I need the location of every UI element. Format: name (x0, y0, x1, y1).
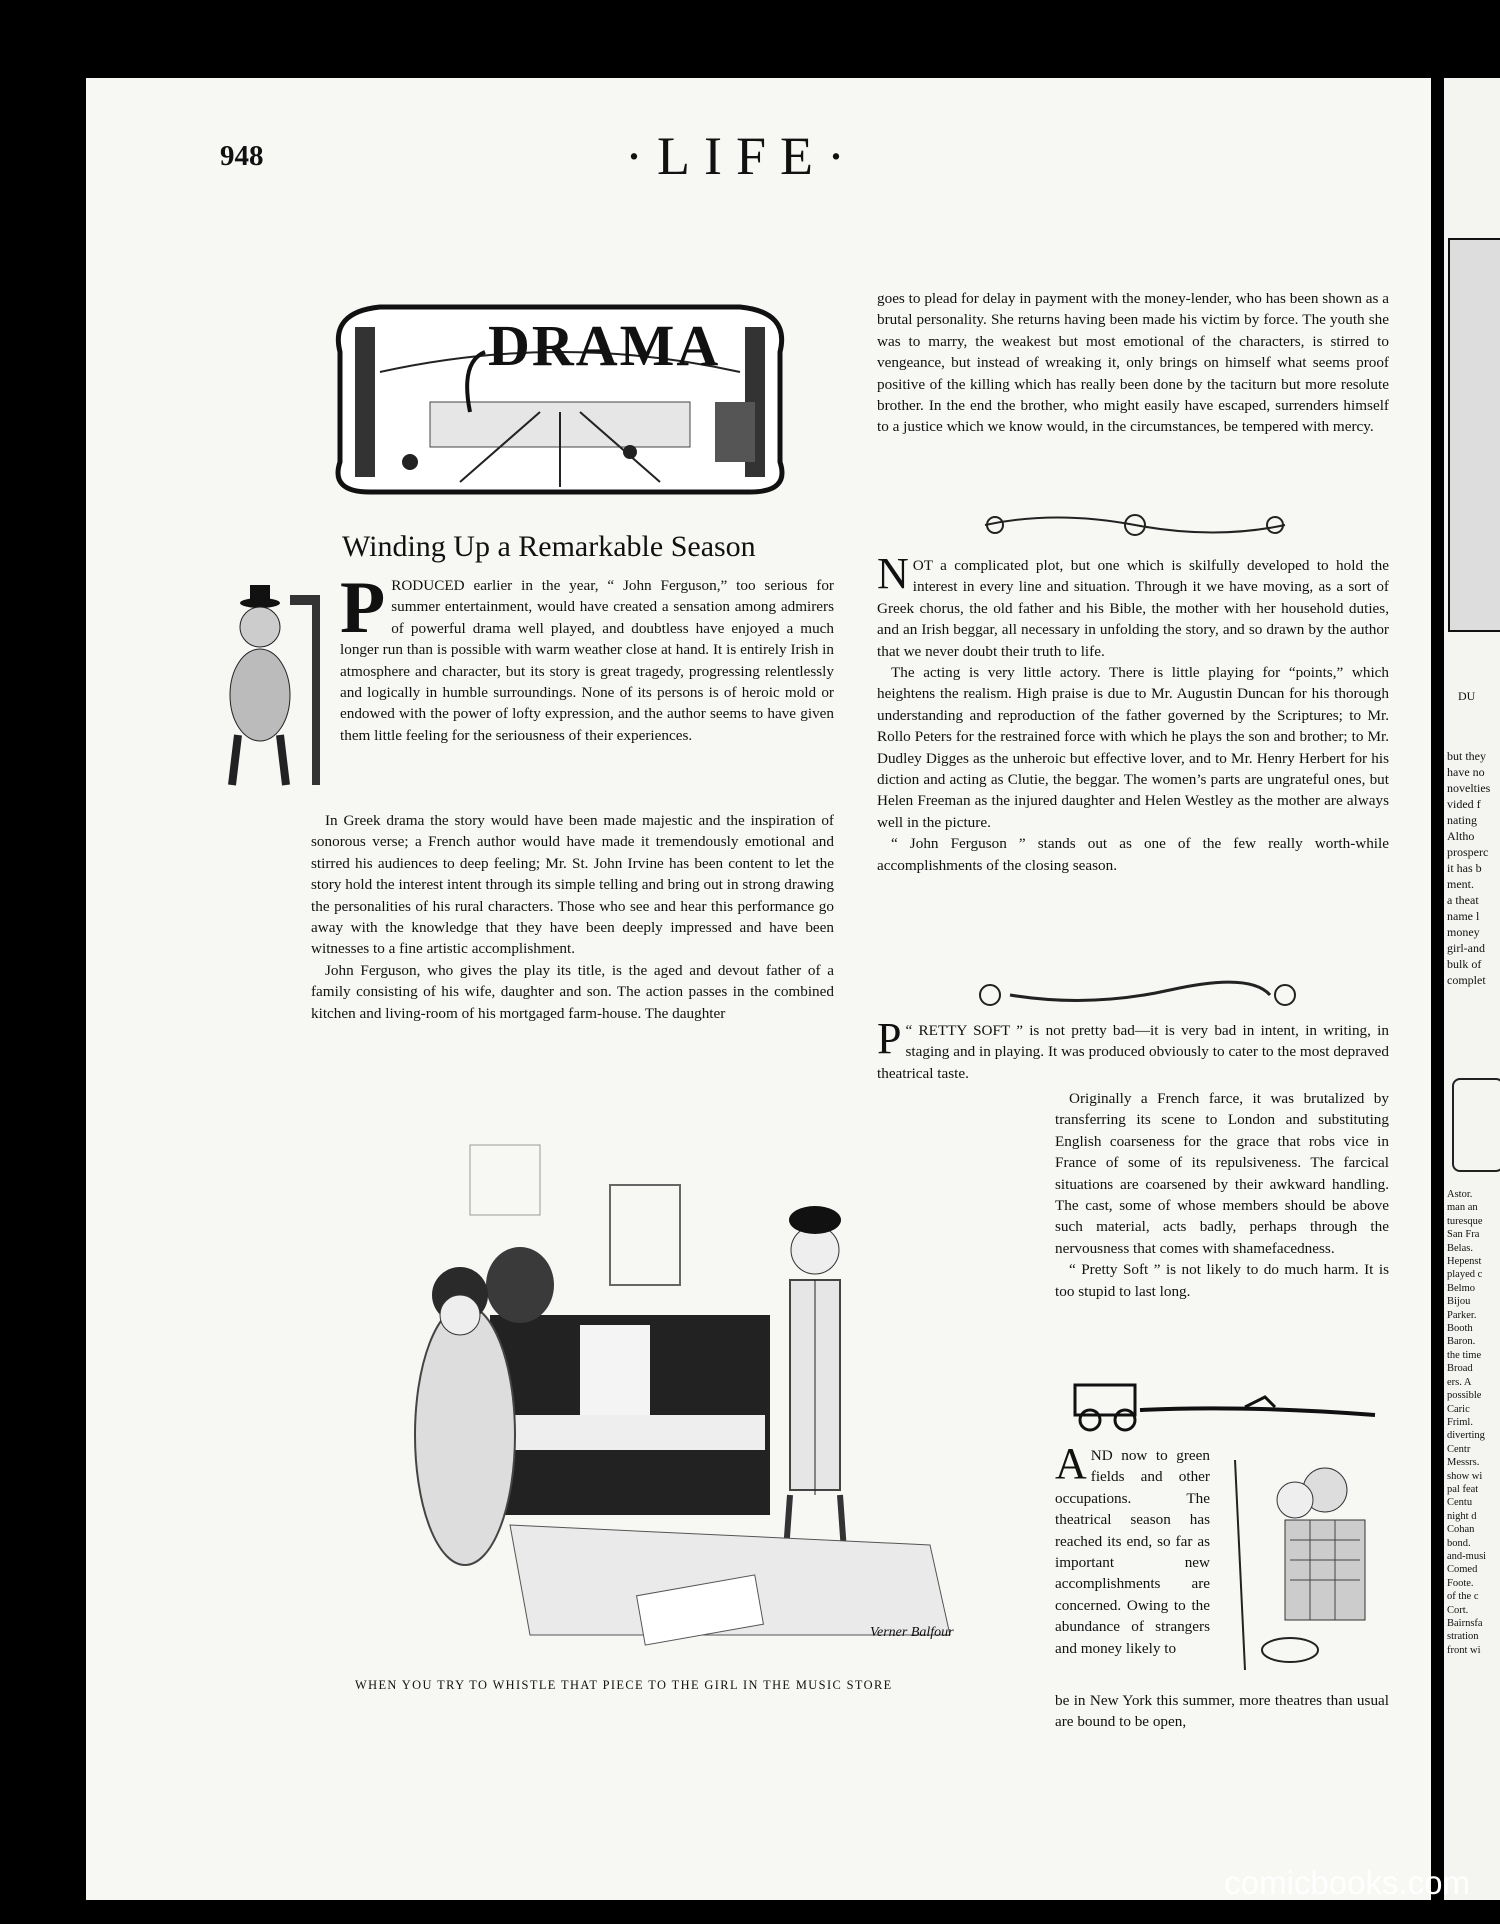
adjacent-line: Friml. (1447, 1416, 1473, 1428)
adjacent-line: San Fra (1447, 1229, 1480, 1241)
adjacent-page-fragment (1444, 78, 1500, 1900)
paragraph: RODUCED earlier in the year, “ John Ferguson,” too serious for summer entertainment, would have created a sensation among admirers of powerful drama well played, and doubtless have enjoyed a much longer run than is possible with warm weather close at hand. It is entirely Irish in atmosphere and character, but its story is great tragedy, progressing relentlessly and logically in humble surroundings. None of its persons is of heroic mold or endowed with the power of lofty expression, and the author seems to have given them little feeling for the seriousness of their experiences. (340, 577, 834, 744)
adjacent-line: ment. (1447, 877, 1474, 891)
adjacent-line: Parker. (1447, 1309, 1477, 1321)
adjacent-listing-column (1447, 1188, 1486, 1657)
adjacent-line: night d (1447, 1510, 1477, 1522)
page-gutter (1431, 78, 1444, 1900)
adjacent-line: ers. A (1447, 1376, 1472, 1388)
paragraph: “ John Ferguson ” stands out as one of the few really worth-while accomplishments of the closing season. (877, 835, 1389, 874)
adjacent-line: the time (1447, 1349, 1482, 1361)
adjacent-line: pal feat (1447, 1483, 1479, 1495)
adjacent-line: Belmo (1447, 1282, 1475, 1294)
adjacent-line: vided f (1447, 797, 1481, 811)
adjacent-line: but they (1447, 749, 1486, 763)
paragraph: In Greek drama the story would have been made majestic and the inspiration of sonorous verse; a French author would have made it tremendously emotional and stirred his audiences to deep feeling; Mr. St. John Irvine has been content to let the story hold the interest intent through its simple telling and bring out in strong drawing the personalities of his rural characters. Those who see and hear this performance go away with the knowledge that they have been deeply impressed and have been witnesses to a fine artistic accomplishment. (311, 812, 834, 958)
ornament-divider (970, 980, 1300, 1010)
adjacent-line: diverting (1447, 1430, 1485, 1442)
paragraph: Originally a French farce, it was brutalized by transferring its scene to London and substituting English coarseness for the grace that robs vice in France of some of its repulsiveness. The farcical situations are coarsened by their awkward handling. The cast, some of whose members should be above such material, acts badly, perhaps through the nervousness that comes with shamefacedness. (1055, 1090, 1389, 1257)
adjacent-line: front wi (1447, 1644, 1481, 1656)
adjacent-line: a theat (1447, 893, 1479, 907)
right-column-and-end (1055, 1690, 1389, 1733)
adjacent-line: Booth (1447, 1323, 1473, 1335)
adjacent-line: Centu (1447, 1497, 1473, 1509)
dropcap-letter: N (877, 549, 909, 598)
drama-title: DRAMA (488, 313, 721, 378)
adjacent-line: turesque (1447, 1215, 1483, 1227)
paragraph: goes to plead for delay in payment with the money-lender, who has been shown as a brutal personality. She returns having been made his victim by force. The youth she was to marry, the weakest but most emotional of the characters, is stirred to vengeance, but instead of wreaking it, only brings on himself what seems proof positive of the killing which has really been done by the taciturn but more resolute brother. In the end the brother, who might easily have escaped, surrenders himself to a justice which we know would, in the circumstances, be tempered with mercy. (877, 290, 1389, 436)
adjacent-line: have no (1447, 765, 1485, 779)
right-column-top (877, 288, 1389, 438)
adjacent-line: played c (1447, 1269, 1483, 1281)
page-number: 948 (220, 140, 264, 172)
right-column-and (1055, 1439, 1210, 1659)
adjacent-line: it has b (1447, 861, 1482, 875)
right-column-pretty (877, 1014, 1389, 1084)
adjacent-line: Foote. (1447, 1577, 1474, 1589)
left-column-top (340, 567, 834, 746)
adjacent-line: name l (1447, 909, 1480, 923)
adjacent-logo (1452, 1078, 1500, 1172)
adjacent-line: Astor. (1447, 1189, 1473, 1200)
right-column-pretty-rest (1055, 1088, 1389, 1302)
adjacent-line: Cort. (1447, 1604, 1469, 1616)
left-column-bottom (311, 810, 834, 1024)
adjacent-caption: DU (1458, 689, 1476, 703)
paragraph: “ RETTY SOFT ” is not pretty bad—it is very bad in intent, in writing, in staging and in playing. It was produced obviously to cater to the most depraved theatrical taste. (877, 1022, 1389, 1082)
adjacent-line: Baron. (1447, 1336, 1476, 1348)
drama-banner (310, 292, 810, 502)
adjacent-line: money (1447, 925, 1480, 939)
ornament-divider (975, 510, 1295, 540)
paragraph: OT a complicated plot, but one which is skilfully developed to hold the interest in every line and situation. Through it we have moving, as a sort of Greek chorus, the old father and his Bible, the mother with her household duties, and an Irish beggar, all necessary in unfolding the story, and so drawn by the author that we never doubt their truth to life. (877, 557, 1389, 660)
paragraph: The acting is very little actory. There is little playing for “points,” which heightens the realism. High praise is due to Mr. Augustin Duncan for his thorough understanding and reproduction of the father governed by the Scriptures; to Mr. Rollo Peters for the restrained force with which he plays the son and brother; to Mr. Dudley Digges as the unheroic but effective lover, and to Mr. Henry Herbert for his diction and acting as Clutie, the beggar. The women’s parts are ungrateful ones, but Helen Freeman as the injured daughter and Helen Westley as the mother are always well in the picture. (877, 664, 1389, 831)
dropcap-letter: A (1055, 1439, 1087, 1488)
source-watermark: comicbooks.com (1224, 1864, 1470, 1901)
adjacent-line: nating (1447, 813, 1477, 827)
adjacent-line: stration (1447, 1631, 1479, 1643)
masthead: ·LIFE· (625, 126, 859, 186)
article-heading: Winding Up a Remarkable Season (342, 530, 756, 563)
music-store-illustration (310, 1135, 1030, 1660)
paragraph: be in New York this summer, more theatres than usual are bound to be open, (1055, 1692, 1389, 1731)
paragraph: “ Pretty Soft ” is not likely to do much harm. It is too stupid to last long. (1055, 1261, 1389, 1300)
dropcap-figure-illustration (220, 585, 328, 793)
adjacent-line: Messrs. (1447, 1457, 1480, 1469)
adjacent-line: novelties (1447, 781, 1491, 795)
adjacent-line: Comed (1447, 1564, 1478, 1576)
adjacent-line: Hepenst (1447, 1256, 1482, 1268)
adjacent-line: bulk of (1447, 957, 1482, 971)
adjacent-line: girl-and (1447, 941, 1485, 955)
adjacent-line: Bairnsfa (1447, 1618, 1483, 1629)
adjacent-illustration (1448, 238, 1500, 632)
dropcap-letter: P (340, 567, 386, 649)
paragraph: ND now to green fields and other occupations. The theatrical season has reached its end, so far as important new accomplishments are concerned. Owing to the abundance of strangers and money likely to (1055, 1447, 1210, 1657)
adjacent-line: prosperc (1447, 845, 1489, 859)
adjacent-line: Altho (1447, 829, 1475, 843)
couple-sketch-illustration (1215, 1450, 1385, 1680)
artist-signature: Verner Balfour (870, 1625, 954, 1640)
adjacent-line: show wi (1447, 1470, 1483, 1482)
adjacent-line: Bijou (1447, 1296, 1471, 1308)
right-column-middle (877, 549, 1389, 876)
adjacent-line: complet (1447, 973, 1486, 987)
illustration-caption: WHEN YOU TRY TO WHISTLE THAT PIECE TO THE GIRL IN THE MUSIC STORE (355, 1678, 893, 1692)
adjacent-line: Caric (1447, 1403, 1470, 1415)
car-ornament (1065, 1375, 1385, 1435)
adjacent-line: Belas. (1447, 1242, 1473, 1254)
adjacent-line: man an (1447, 1202, 1478, 1214)
dropcap-letter: P (877, 1014, 902, 1063)
adjacent-line: bond. (1447, 1537, 1471, 1549)
adjacent-line: and-musi (1447, 1550, 1487, 1562)
adjacent-line: Cohan (1447, 1524, 1475, 1536)
adjacent-line: of the c (1447, 1591, 1479, 1603)
adjacent-line: Centr (1447, 1443, 1471, 1455)
adjacent-text-column (1447, 748, 1490, 988)
adjacent-line: possible (1447, 1390, 1482, 1402)
adjacent-line: Broad (1447, 1363, 1473, 1375)
paragraph: John Ferguson, who gives the play its title, is the aged and devout father of a family consisting of his wife, daughter and son. The action passes in the combined kitchen and living-room of his mortgaged farm-house. The daughter (311, 961, 834, 1022)
